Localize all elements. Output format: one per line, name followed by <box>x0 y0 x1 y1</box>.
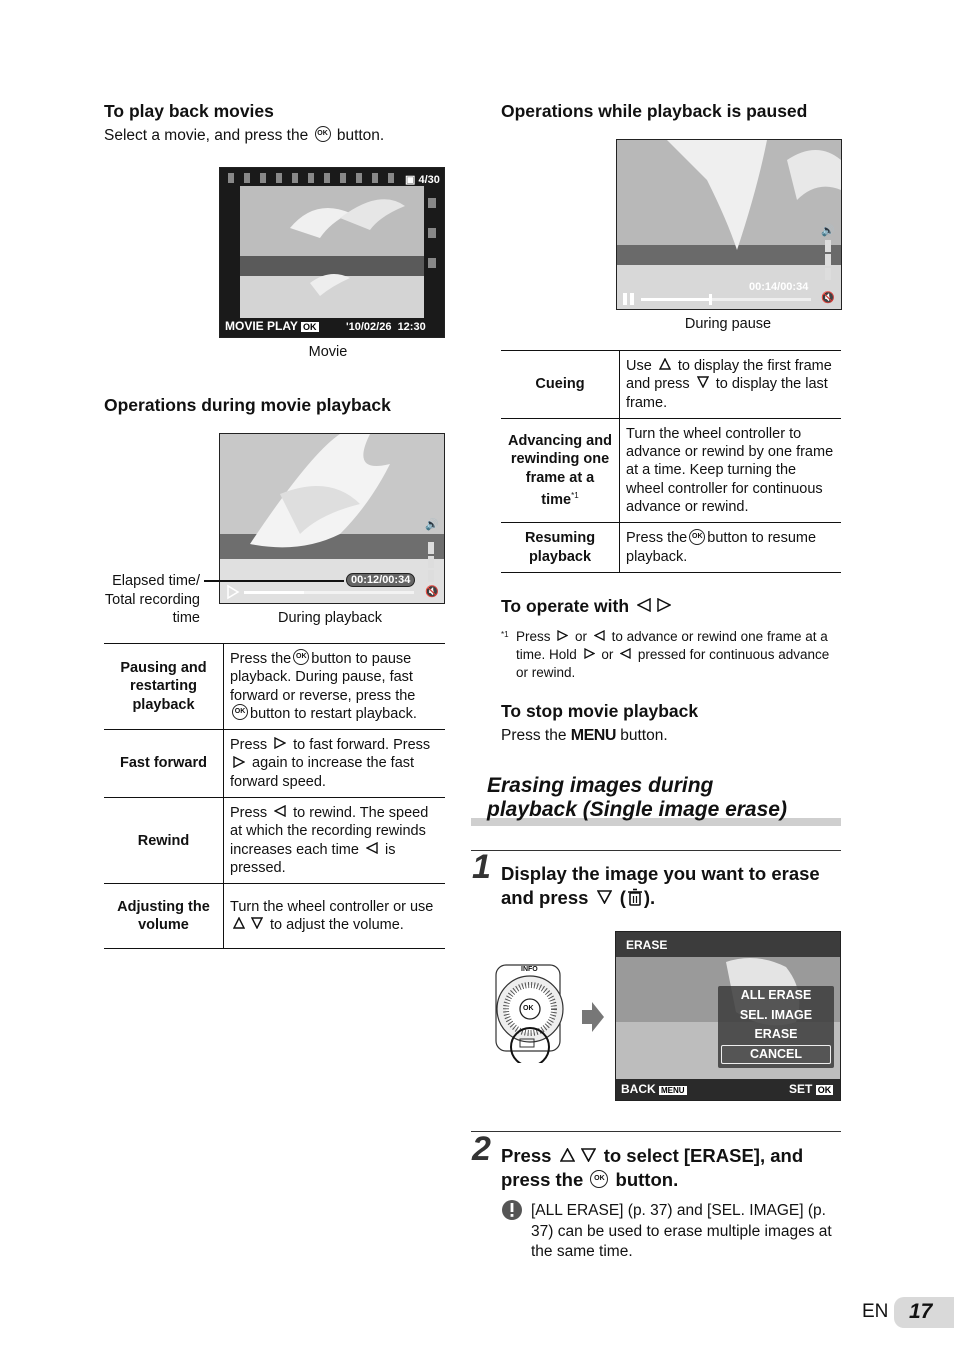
play-movies-text: Select a movie, and press the OK button. <box>104 127 385 144</box>
step2-text: Press to select [ERASE], and press the OK button. <box>501 1145 804 1190</box>
stop-playback-text: Press the MENU button. <box>501 727 668 744</box>
menu-item-sel-image[interactable]: SEL. IMAGE <box>739 1007 813 1022</box>
step1-text: Display the image you want to erase and press ( ). <box>501 863 820 908</box>
dial-ok-label: OK <box>523 1005 534 1012</box>
paused-ops-heading: Operations while playback is paused <box>501 101 808 121</box>
control-dial-illustration <box>492 963 564 1063</box>
ok-button-icon: OK <box>315 126 331 142</box>
set-label: SET OK <box>789 1082 832 1096</box>
movie-thumbnail-screen <box>219 167 445 338</box>
right-triangle-icon <box>274 737 286 749</box>
play-movies-heading: To play back movies <box>104 101 274 121</box>
step1-number: 1 <box>472 848 491 886</box>
playback-operations-table <box>104 643 445 949</box>
table-row: Fast forward Press to fast forward. Press again to increase the fast forward speed. <box>104 730 445 798</box>
back-label: BACK MENU <box>621 1082 685 1096</box>
down-triangle-icon <box>597 890 612 904</box>
table-row: Resuming playback Press the OK button to resume playback. <box>501 523 841 573</box>
language-label: EN <box>862 1301 889 1322</box>
volume-icon: 🔇 <box>425 586 439 598</box>
callout-line <box>204 580 344 582</box>
erase-menu <box>718 986 834 1068</box>
playback-caption: During playback <box>278 610 382 626</box>
menu-badge: MENU <box>661 1086 685 1095</box>
left-triangle-icon <box>274 805 286 817</box>
menu-button-label: MENU <box>570 727 616 744</box>
section-title: Erasing images during playback (Single image erase) <box>487 774 787 821</box>
table-row: Pausing and restarting playback Press the OK button to pause playback. During pause, fast forward or reverse, press the OK button to restart playback. <box>104 644 445 730</box>
right-triangle-icon <box>584 648 595 659</box>
movie-play-label: MOVIE PLAY OK <box>225 319 317 333</box>
ok-button-icon: OK <box>293 649 309 665</box>
up-triangle-icon <box>560 1148 575 1162</box>
note-text: [ALL ERASE] (p. 37) and [SEL. IMAGE] (p. 37) can be used to erase multiple images at the same time. <box>531 1202 832 1260</box>
down-triangle-icon <box>697 376 709 388</box>
down-triangle-icon <box>581 1148 596 1162</box>
operate-with-heading: To operate with <box>501 596 674 617</box>
table-row: Adjusting the volume Turn the wheel controller or use to adjust the volume. <box>104 884 445 949</box>
left-triangle-icon <box>620 648 631 659</box>
table-row: Advancing and rewinding one frame at a time$^{*1}$ Turn the wheel controller to advance or rewind by one frame at a time. Keep turning the wheel controller for continuous advance or rewind. <box>501 418 841 522</box>
right-arrow-icon <box>582 1002 604 1037</box>
pause-caption: During pause <box>684 316 772 332</box>
menu-item-cancel[interactable]: CANCEL <box>721 1045 831 1064</box>
movie-date: '10/02/26 12:30 <box>346 321 426 333</box>
ops-playback-heading: Operations during movie playback <box>104 395 391 415</box>
ok-button-icon: OK <box>590 1170 608 1188</box>
playback-screen <box>219 433 445 604</box>
pause-screen <box>616 139 842 310</box>
table-row: Rewind Press to rewind. The speed at which the recording rewinds increases each time is pressed. <box>104 798 445 884</box>
speaker-icon: 🔊 <box>425 519 439 531</box>
exclamation-note-icon <box>501 1199 523 1226</box>
elapsed-timecode: 00:12/00:34 <box>346 573 415 587</box>
page-number: 17 <box>909 1300 933 1323</box>
step1-divider <box>471 850 841 851</box>
table-row: Cueing Use to display the first frame and press to display the last frame. <box>501 351 841 419</box>
pause-operations-table <box>501 350 841 573</box>
ok-badge: OK <box>817 1085 832 1095</box>
ok-badge: OK <box>303 322 317 332</box>
erase-menu-screen <box>615 931 841 1101</box>
erase-title: ERASE <box>626 938 668 952</box>
trash-icon <box>627 888 643 906</box>
ok-button-icon: OK <box>689 529 705 545</box>
speaker-icon: 🔊 <box>821 225 835 237</box>
step2-number: 2 <box>472 1130 491 1168</box>
movie-counter: ▣ 4/30 <box>405 174 440 186</box>
right-triangle-icon <box>557 630 568 641</box>
right-triangle-icon <box>233 756 245 768</box>
right-triangle-icon <box>657 598 671 612</box>
info-label: INFO <box>521 966 538 973</box>
stop-playback-heading: To stop movie playback <box>501 701 699 721</box>
pause-timecode: 00:14/00:34 <box>749 281 809 293</box>
ok-button-icon: OK <box>232 704 248 720</box>
movie-caption: Movie <box>308 344 348 360</box>
footnote-text: Press or to advance or rewind one frame at a time. Hold or pressed for continuous advance or rewind. <box>516 629 830 680</box>
step2-divider <box>471 1131 841 1132</box>
elapsed-label: Elapsed time/ Total recording time <box>104 573 200 626</box>
left-triangle-icon <box>594 630 605 641</box>
up-triangle-icon <box>233 917 245 929</box>
volume-icon: 🔇 <box>821 292 835 304</box>
down-triangle-icon <box>251 917 263 929</box>
left-triangle-icon <box>366 842 378 854</box>
up-triangle-icon <box>659 358 671 370</box>
footnote-mark: *1 <box>501 630 509 639</box>
menu-item-erase[interactable]: ERASE <box>754 1027 798 1041</box>
menu-item-all-erase[interactable]: ALL ERASE <box>740 988 812 1002</box>
left-triangle-icon <box>637 598 651 612</box>
